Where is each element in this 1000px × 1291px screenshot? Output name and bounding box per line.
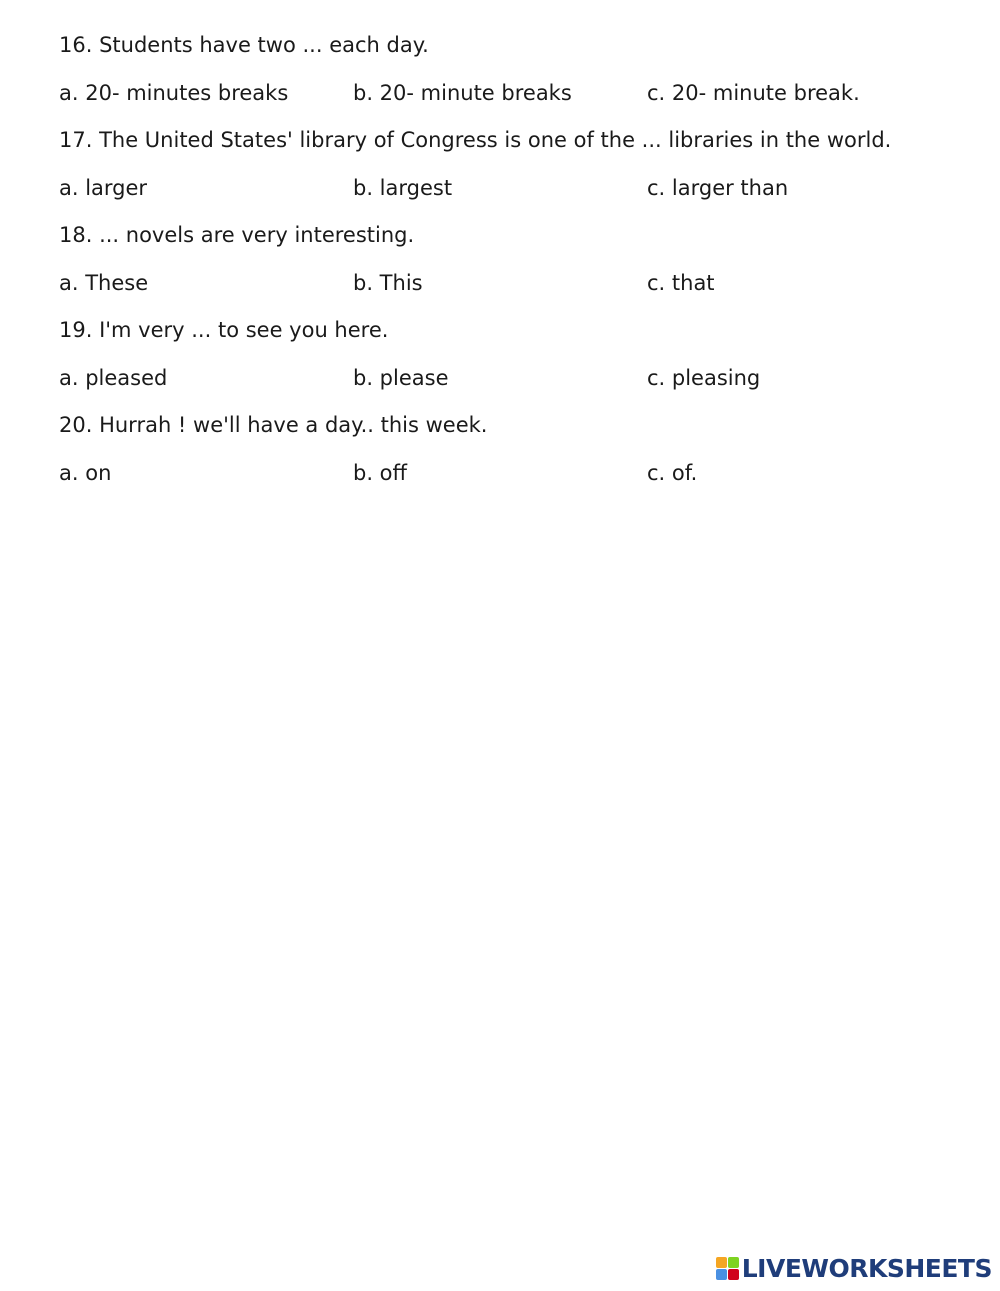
option-c[interactable]: c. pleasing bbox=[647, 365, 761, 390]
question-16 bbox=[59, 30, 959, 108]
option-a[interactable]: a. pleased bbox=[59, 365, 168, 390]
brand-text: LIVEWORKSHEETS bbox=[741, 1253, 992, 1283]
option-a[interactable]: a. These bbox=[59, 270, 149, 295]
option-b[interactable]: b. off bbox=[353, 460, 407, 485]
answer-options bbox=[59, 458, 959, 488]
question-17 bbox=[59, 125, 959, 203]
question-prompt: 20. Hurrah ! we'll have a day.. this week. bbox=[59, 413, 488, 437]
logo-square bbox=[728, 1269, 739, 1280]
logo-square bbox=[728, 1257, 739, 1268]
option-c[interactable]: c. larger than bbox=[647, 175, 789, 200]
logo-square bbox=[716, 1269, 727, 1280]
option-a[interactable]: a. larger bbox=[59, 175, 148, 200]
answer-options bbox=[59, 173, 959, 203]
question-18 bbox=[59, 220, 959, 298]
option-b[interactable]: b. please bbox=[353, 365, 449, 390]
liveworksheets-logo-icon bbox=[716, 1257, 739, 1280]
option-c[interactable]: c. of. bbox=[647, 460, 698, 485]
option-c[interactable]: c. 20- minute break. bbox=[647, 80, 860, 105]
answer-options bbox=[59, 78, 959, 108]
question-20 bbox=[59, 410, 959, 488]
question-prompt: 19. I'm very ... to see you here. bbox=[59, 318, 389, 342]
option-a[interactable]: a. on bbox=[59, 460, 112, 485]
option-a[interactable]: a. 20- minutes breaks bbox=[59, 80, 289, 105]
question-prompt: 17. The United States' library of Congress is one of the ... libraries in the world. bbox=[59, 128, 892, 152]
question-prompt: 16. Students have two ... each day. bbox=[59, 33, 429, 57]
worksheet-questions bbox=[59, 30, 959, 505]
answer-options bbox=[59, 268, 959, 298]
option-b[interactable]: b. This bbox=[353, 270, 423, 295]
question-19 bbox=[59, 315, 959, 393]
option-b[interactable]: b. 20- minute breaks bbox=[353, 80, 572, 105]
liveworksheets-brand bbox=[716, 1253, 992, 1283]
question-prompt: 18. ... novels are very interesting. bbox=[59, 223, 415, 247]
logo-square bbox=[716, 1257, 727, 1268]
answer-options bbox=[59, 363, 959, 393]
option-b[interactable]: b. largest bbox=[353, 175, 453, 200]
option-c[interactable]: c. that bbox=[647, 270, 715, 295]
